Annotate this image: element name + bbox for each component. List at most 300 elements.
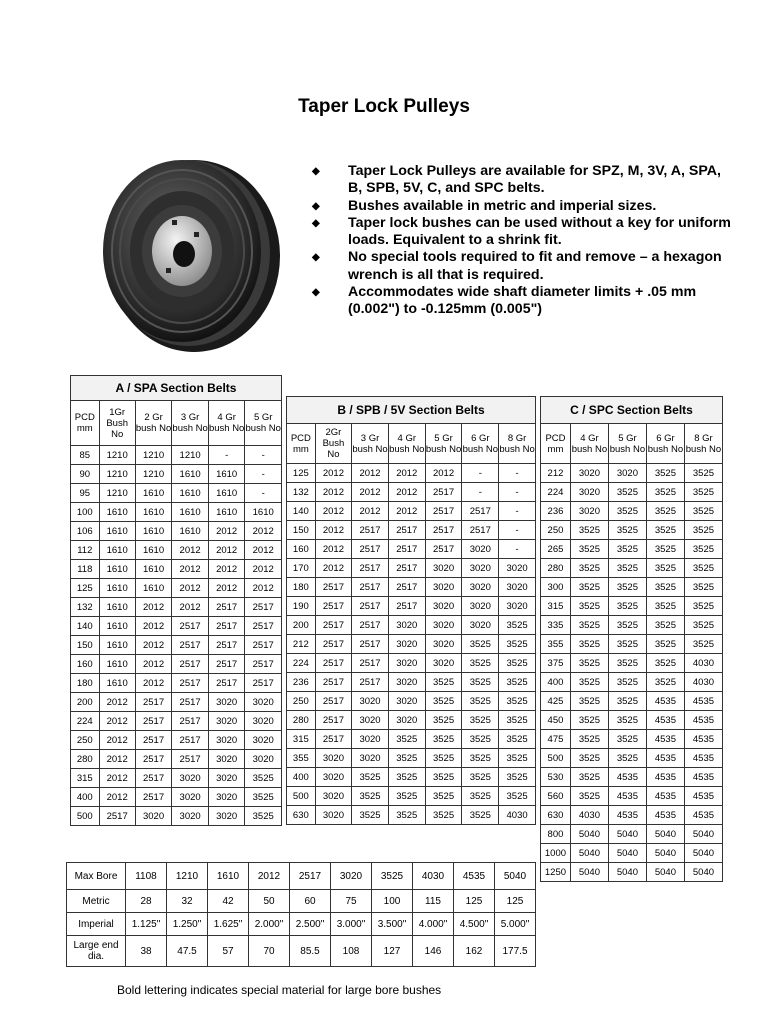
table-cell: 2517: [388, 578, 425, 597]
table-cell: 3020: [388, 673, 425, 692]
table-cell: 2517: [172, 712, 209, 731]
table-cell: 5040: [570, 863, 608, 882]
row-label: Metric: [67, 890, 126, 913]
header-row: [71, 401, 282, 446]
table-cell: 1000: [541, 844, 571, 863]
table-cell: 5040: [684, 844, 722, 863]
table-cell: 530: [541, 768, 571, 787]
table-cell: 3525: [684, 559, 722, 578]
table-cell: 2517: [315, 654, 351, 673]
table-cell: 2517: [208, 617, 245, 636]
table-cell: 2517: [315, 635, 351, 654]
table-cell: 60: [290, 890, 331, 913]
table-cell: 3525: [462, 806, 499, 825]
table-cell: 2012: [99, 769, 135, 788]
table-row: [71, 731, 282, 750]
column-header: 4 Gr bush No: [388, 424, 425, 464]
table-cell: 630: [541, 806, 571, 825]
table-cell: 2517: [388, 521, 425, 540]
table-cell: 3525: [388, 749, 425, 768]
table-cell: 3020: [608, 464, 646, 483]
table-cell: 1.125": [126, 913, 167, 936]
table-cell: 2012: [245, 579, 282, 598]
table-cell: 1610: [99, 541, 135, 560]
table-cell: 2517: [462, 521, 499, 540]
table-row: [287, 597, 536, 616]
table-cell: 5.000": [495, 913, 536, 936]
table-cell: 5040: [646, 825, 684, 844]
table-cell: 2517: [245, 655, 282, 674]
table-cell: 300: [541, 578, 571, 597]
table-row: [67, 936, 536, 967]
table-row: [541, 483, 723, 502]
table-cell: 3020: [388, 711, 425, 730]
table-cell: -: [462, 464, 499, 483]
table-cell: 200: [287, 616, 316, 635]
table-cell: 3525: [608, 559, 646, 578]
column-header: PCD mm: [541, 424, 571, 464]
table-cell: 4535: [646, 768, 684, 787]
table-cell: 5040: [570, 825, 608, 844]
feature-item: ◆ Bushes available in metric and imperial sizes.: [312, 197, 657, 214]
table-cell: 3.500": [372, 913, 413, 936]
table-cell: 1610: [172, 503, 209, 522]
table-cell: 2012: [245, 522, 282, 541]
table-cell: 3525: [499, 711, 536, 730]
table-row: [287, 730, 536, 749]
table-cell: 3525: [646, 502, 684, 521]
table-cell: 3020: [462, 616, 499, 635]
table-cell: 1610: [99, 503, 135, 522]
table-row: [287, 616, 536, 635]
table-cell: 3525: [570, 521, 608, 540]
table-body: [67, 863, 536, 967]
table-row: [541, 787, 723, 806]
table-cell: 2012: [99, 731, 135, 750]
table-cell: 2012: [388, 483, 425, 502]
table-cell: 2517: [315, 597, 351, 616]
table-cell: 2517: [462, 502, 499, 521]
table-cell: 2517: [388, 540, 425, 559]
table-cell: 224: [287, 654, 316, 673]
table-cell: 5040: [608, 825, 646, 844]
caption-row: [541, 397, 723, 424]
table-cell: 3020: [208, 750, 245, 769]
table-cell: 47.5: [167, 936, 208, 967]
table-cell: 3525: [462, 730, 499, 749]
table-cell: 5040: [608, 863, 646, 882]
column-header: 8 Gr bush No: [684, 424, 722, 464]
table-cell: 3020: [462, 578, 499, 597]
table-cell: 3020: [388, 692, 425, 711]
table-cell: 5040: [684, 825, 722, 844]
table-cell: 3525: [570, 578, 608, 597]
table-cell: 2012: [352, 464, 389, 483]
table-cell: 375: [541, 654, 571, 673]
table-cell: 1210: [135, 446, 172, 465]
diamond-bullet-icon: ◆: [312, 200, 320, 212]
table-cell: 3525: [570, 749, 608, 768]
table-cell: 95: [71, 484, 100, 503]
table-cell: 335: [541, 616, 571, 635]
table-cell: 2517: [352, 616, 389, 635]
table-row: [287, 578, 536, 597]
table-cell: 630: [287, 806, 316, 825]
table-cell: 3525: [352, 768, 389, 787]
table-cell: 1210: [135, 465, 172, 484]
table-cell: 1610: [208, 484, 245, 503]
table-cell: 3.000": [331, 913, 372, 936]
table-row: [71, 522, 282, 541]
table-cell: 3525: [425, 749, 462, 768]
table-cell: 3020: [172, 788, 209, 807]
table-cell: 3020: [570, 464, 608, 483]
table-cell: 1610: [99, 579, 135, 598]
table-cell: 3525: [570, 559, 608, 578]
table-cell: 3525: [684, 597, 722, 616]
table-cell: 85: [71, 446, 100, 465]
table-cell: 132: [287, 483, 316, 502]
table-cell: -: [245, 465, 282, 484]
table-cell: 1610: [135, 541, 172, 560]
table-row: [541, 635, 723, 654]
table-cell: 1.625": [208, 913, 249, 936]
table-cell: 3525: [684, 464, 722, 483]
table-cell: 38: [126, 936, 167, 967]
table-cell: 3525: [646, 483, 684, 502]
table-cell: 2012: [208, 541, 245, 560]
table-cell: -: [245, 446, 282, 465]
table-row: [287, 711, 536, 730]
table-cell: 2012: [315, 559, 351, 578]
table-cell: 315: [71, 769, 100, 788]
table-cell: 3525: [646, 559, 684, 578]
table-cell: 3020: [245, 750, 282, 769]
table-cell: 2517: [172, 693, 209, 712]
table-cell: 180: [287, 578, 316, 597]
table-cell: 3525: [646, 521, 684, 540]
table-caption: C / SPC Section Belts: [541, 397, 723, 424]
table-cell: 3525: [388, 768, 425, 787]
table-cell: 2.000": [249, 913, 290, 936]
table-cell: 1210: [172, 446, 209, 465]
table-cell: 2012: [315, 540, 351, 559]
table-cell: 3020: [570, 502, 608, 521]
table-cell: -: [208, 446, 245, 465]
table-cell: 2517: [352, 635, 389, 654]
table-cell: 4.500": [454, 913, 495, 936]
table-cell: 3020: [245, 712, 282, 731]
table-cell: 2517: [315, 578, 351, 597]
table-row: [287, 559, 536, 578]
table-cell: 3020: [570, 483, 608, 502]
table-cell: 3525: [646, 654, 684, 673]
table-cell: 4535: [646, 692, 684, 711]
table-caption: A / SPA Section Belts: [71, 376, 282, 401]
bore-size-table: [66, 862, 536, 967]
table-row: [541, 540, 723, 559]
table-cell: 4535: [646, 730, 684, 749]
table-cell: 1610: [135, 560, 172, 579]
table-cell: 315: [287, 730, 316, 749]
table-row: [71, 503, 282, 522]
row-label: Max Bore: [67, 863, 126, 890]
table-cell: 3020: [499, 578, 536, 597]
table-cell: 400: [541, 673, 571, 692]
table-cell: 42: [208, 890, 249, 913]
table-row: [541, 711, 723, 730]
table-cell: 2012: [172, 560, 209, 579]
table-cell: 2012: [135, 636, 172, 655]
table-cell: 177.5: [495, 936, 536, 967]
table-cell: 146: [413, 936, 454, 967]
table-head: [541, 397, 723, 464]
table-cell: 500: [541, 749, 571, 768]
table-row: [287, 806, 536, 825]
table-cell: 3525: [570, 692, 608, 711]
feature-item: ◆ No special tools required to fit and remove – a hexagon wrench is all that is required.: [312, 249, 722, 283]
table-cell: -: [499, 483, 536, 502]
table-cell: 3020: [208, 807, 245, 826]
table-cell: 5040: [608, 844, 646, 863]
table-cell: 3525: [570, 730, 608, 749]
table-cell: 162: [454, 936, 495, 967]
table-cell: 2517: [352, 654, 389, 673]
column-header: 6 Gr bush No: [646, 424, 684, 464]
table-cell: 2012: [208, 579, 245, 598]
table-cell: 2517: [425, 502, 462, 521]
table-cell: 3020: [462, 559, 499, 578]
table-cell: 3525: [646, 540, 684, 559]
table-cell: 4535: [684, 730, 722, 749]
table-cell: 4535: [608, 787, 646, 806]
table-cell: 4.000": [413, 913, 454, 936]
table-cell: 3525: [388, 787, 425, 806]
table-row: [287, 540, 536, 559]
table-cell: 2517: [208, 655, 245, 674]
table-cell: 3525: [352, 806, 389, 825]
table-cell: 132: [71, 598, 100, 617]
table-cell: 50: [249, 890, 290, 913]
table-row: [71, 579, 282, 598]
feature-item: ◆ Taper Lock Pulleys are available for SPZ, M, 3V, A, SPA, B, SPB, 5V, C, and SPC belts.: [312, 163, 721, 197]
table-cell: 140: [287, 502, 316, 521]
table-cell: 1610: [172, 484, 209, 503]
table-cell: 2012: [135, 598, 172, 617]
table-row: [541, 768, 723, 787]
table-cell: 4030: [570, 806, 608, 825]
spb-section-table: [286, 396, 536, 825]
table-cell: 3020: [315, 749, 351, 768]
table-cell: 3525: [608, 483, 646, 502]
table-cell: 5040: [646, 844, 684, 863]
table-cell: 32: [167, 890, 208, 913]
table-row: [71, 446, 282, 465]
table-cell: 3020: [425, 654, 462, 673]
table-cell: 4535: [646, 787, 684, 806]
table-cell: 1610: [172, 522, 209, 541]
column-header: 1Gr Bush No: [99, 401, 135, 446]
table-cell: 2012: [99, 788, 135, 807]
table-cell: 4535: [608, 768, 646, 787]
table-cell: 125: [71, 579, 100, 598]
table-cell: 3525: [245, 788, 282, 807]
table-row: [287, 673, 536, 692]
table-cell: 3525: [570, 787, 608, 806]
table-cell: 2517: [352, 597, 389, 616]
table-row: [541, 502, 723, 521]
table-cell: 70: [249, 936, 290, 967]
table-cell: 1610: [135, 484, 172, 503]
table-cell: 2517: [245, 617, 282, 636]
table-cell: 2517: [99, 807, 135, 826]
row-label: Imperial: [67, 913, 126, 936]
table-cell: 3525: [570, 635, 608, 654]
table-cell: 3020: [352, 730, 389, 749]
table-cell: 2517: [135, 788, 172, 807]
table-cell: 2517: [352, 521, 389, 540]
table-cell: 3525: [372, 863, 413, 890]
table-cell: 2517: [315, 711, 351, 730]
table-cell: 4535: [684, 787, 722, 806]
table-cell: 3525: [684, 616, 722, 635]
table-row: [71, 788, 282, 807]
table-cell: 2012: [135, 655, 172, 674]
table-cell: 1210: [99, 465, 135, 484]
table-cell: 2517: [172, 617, 209, 636]
table-cell: 400: [287, 768, 316, 787]
table-row: [287, 654, 536, 673]
table-cell: 2517: [172, 636, 209, 655]
table-cell: 3525: [570, 673, 608, 692]
table-row: [287, 483, 536, 502]
table-cell: 2012: [245, 541, 282, 560]
feature-list: [312, 163, 732, 319]
table-row: [287, 464, 536, 483]
table-head: [71, 376, 282, 446]
table-row: [541, 673, 723, 692]
table-cell: 2012: [99, 712, 135, 731]
column-header: 5 Gr bush No: [245, 401, 282, 446]
table-row: [71, 560, 282, 579]
diamond-bullet-icon: ◆: [312, 217, 320, 229]
table-cell: 57: [208, 936, 249, 967]
table-row: [67, 890, 536, 913]
table-cell: 250: [71, 731, 100, 750]
table-cell: 3525: [570, 768, 608, 787]
table-cell: 3525: [646, 597, 684, 616]
feature-item: ◆ Taper lock bushes can be used without a key for uniform loads. Equivalent to a shrink fit.: [312, 214, 731, 249]
table-cell: 3020: [352, 711, 389, 730]
table-cell: 125: [287, 464, 316, 483]
table-cell: 3020: [208, 788, 245, 807]
table-cell: 3525: [570, 597, 608, 616]
table-cell: 3525: [608, 597, 646, 616]
table-cell: 2517: [245, 674, 282, 693]
table-row: [541, 578, 723, 597]
table-cell: 1610: [99, 617, 135, 636]
table-cell: 3525: [499, 635, 536, 654]
table-cell: 1210: [99, 484, 135, 503]
table-cell: 3525: [499, 692, 536, 711]
table-row: [541, 597, 723, 616]
table-cell: 3525: [608, 616, 646, 635]
table-cell: 1610: [135, 503, 172, 522]
table-cell: 3525: [462, 654, 499, 673]
table-cell: 2012: [352, 502, 389, 521]
table-cell: 3525: [684, 502, 722, 521]
table-cell: 2517: [315, 673, 351, 692]
table-cell: 3525: [608, 635, 646, 654]
table-cell: 355: [541, 635, 571, 654]
table-body: [541, 464, 723, 882]
table-cell: 3525: [570, 711, 608, 730]
table-cell: 3525: [608, 673, 646, 692]
table-cell: 2.500": [290, 913, 331, 936]
table-cell: 2517: [352, 559, 389, 578]
table-cell: 3525: [684, 483, 722, 502]
table-cell: 2517: [352, 673, 389, 692]
column-header: 3 Gr bush No: [172, 401, 209, 446]
column-header: 2 Gr bush No: [135, 401, 172, 446]
table-cell: 1250: [541, 863, 571, 882]
table-cell: 2517: [352, 578, 389, 597]
table-cell: 90: [71, 465, 100, 484]
table-cell: -: [245, 484, 282, 503]
table-row: [287, 749, 536, 768]
table-cell: 1210: [167, 863, 208, 890]
table-cell: 2012: [315, 502, 351, 521]
table-row: [541, 806, 723, 825]
table-cell: 3525: [499, 749, 536, 768]
table-cell: 125: [454, 890, 495, 913]
table-row: [71, 617, 282, 636]
table-cell: 2517: [245, 598, 282, 617]
table-cell: 2012: [208, 560, 245, 579]
table-row: [541, 863, 723, 882]
table-cell: 2517: [135, 712, 172, 731]
spc-section-table: [540, 396, 723, 882]
table-cell: 3525: [608, 749, 646, 768]
caption-row: [287, 397, 536, 424]
column-header: 5 Gr bush No: [425, 424, 462, 464]
table-cell: 100: [372, 890, 413, 913]
table-cell: 2012: [135, 674, 172, 693]
table-cell: 4535: [684, 749, 722, 768]
table-row: [541, 749, 723, 768]
table-cell: 2012: [388, 464, 425, 483]
table-cell: 3525: [684, 578, 722, 597]
table-cell: 3525: [499, 730, 536, 749]
table-cell: 3525: [646, 673, 684, 692]
table-row: [71, 750, 282, 769]
table-row: [541, 559, 723, 578]
table-cell: 2012: [425, 464, 462, 483]
table-cell: 4030: [684, 654, 722, 673]
table-row: [71, 712, 282, 731]
table-cell: 3020: [315, 806, 351, 825]
column-header: 6 Gr bush No: [462, 424, 499, 464]
table-cell: 3020: [208, 693, 245, 712]
table-cell: 212: [541, 464, 571, 483]
table-caption: B / SPB / 5V Section Belts: [287, 397, 536, 424]
table-cell: 150: [287, 521, 316, 540]
table-cell: 4535: [684, 806, 722, 825]
table-cell: 4535: [646, 806, 684, 825]
table-cell: 2517: [135, 731, 172, 750]
table-cell: 3525: [608, 578, 646, 597]
table-cell: 4535: [684, 711, 722, 730]
